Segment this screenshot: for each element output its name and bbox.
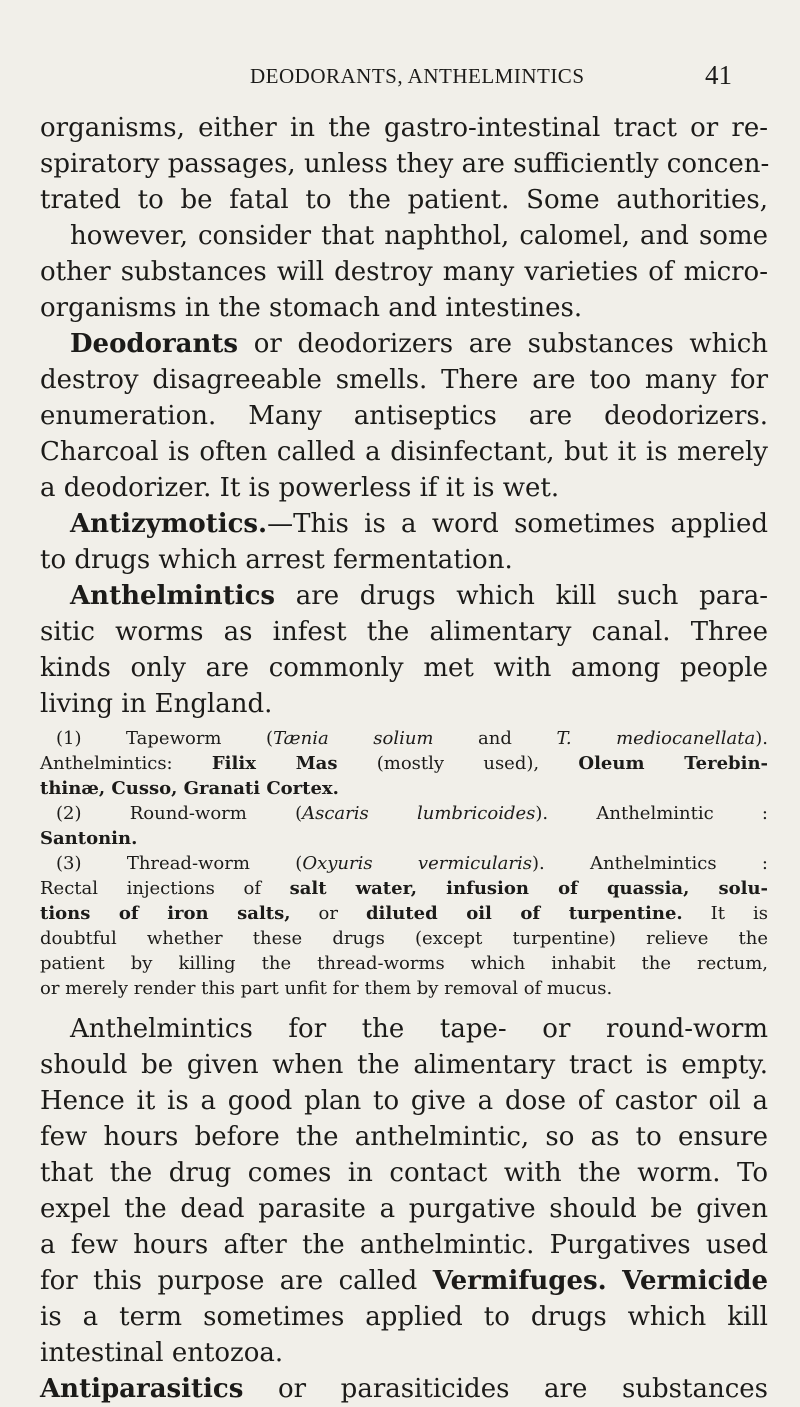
text-line: few hours before the anthelmintic, so as to ensure [40,1122,768,1152]
paragraph-antizymotics [40,506,768,578]
text-line: sitic worms as infest the alimentary canal. Three [40,617,768,647]
drug-name: salt water, infusion of quassia, solu- [289,878,768,899]
text-span: Rectal injections of [40,878,290,899]
text-span: ). Anthelmintic : [535,803,768,824]
text-span: or parasiticides are substances [243,1374,768,1404]
page-number: 41 [705,60,732,90]
worm-list [40,726,768,1001]
text-line: living in England. [40,689,273,719]
text-span: (1) Tapeworm ( [56,728,274,749]
text-line: expel the dead parasite a purgative should be given [40,1194,768,1224]
text-line: trated to be fatal to the patient. Some authorities, [40,185,768,215]
text-span: and [433,728,557,749]
running-head: DEODORANTS, ANTHELMINTICS [250,64,585,88]
list-item-tapeworm [40,726,768,751]
drug-name: tions of iron salts, [40,903,291,924]
text-span: (mostly used), [337,753,579,774]
text-span: or deodorizers are substances which [238,329,768,359]
term-vermicide: Vermicide [622,1266,769,1296]
text-span: (3) Thread-worm ( [56,853,303,874]
text-line [40,901,768,926]
text-line: organisms in the stomach and intestines. [40,293,583,323]
text-span: —This is a word sometimes applied [267,509,768,539]
text-line: destroy disagreeable smells. There are too many for [40,365,768,395]
term-anthelmintics: Anthelmintics [70,581,276,611]
text-span: (2) Round-worm ( [56,803,303,824]
page-header [0,62,800,102]
drug-name: Santonin. [40,828,138,849]
paragraph-deodorants [40,326,768,506]
paragraph-dosing [40,1011,768,1371]
latin-name: Ascaris lumbricoides [302,803,536,824]
text-line: or merely render this part unfit for them by removal of mucus. [40,978,613,999]
text-span: for this purpose are called [40,1266,433,1296]
text-line: to drugs which arrest fermentation. [40,545,513,575]
text-line [40,1263,768,1299]
text-line: kinds only are commonly met with among people [40,653,768,683]
text-span: ). [755,728,768,749]
latin-name: Oxyuris vermicularis [302,853,532,874]
body-text [40,110,768,1407]
term-antiparasitics: Antiparasitics [40,1374,244,1404]
drug-name: diluted oil of turpentine. [365,903,683,924]
text-line: that the drug comes in contact with the worm. To [40,1158,768,1188]
text-line: other substances will destroy many varieties of micro- [40,257,768,287]
drug-name: Oleum Terebin- [578,753,769,774]
latin-name: Tænia solium [273,728,434,749]
text-line [40,876,768,901]
text-line [40,751,768,776]
text-line: patient by killing the thread-worms which inhabit the rectum, [40,953,768,974]
text-line: spiratory passages, unless they are sufficiently concen- [40,149,770,179]
text-line: Charcoal is often called a disinfectant, but it is merely [40,437,768,467]
text-line [40,326,768,362]
spacer [40,1001,768,1011]
text-line: Anthelmintics for the tape- or round-worm [70,1014,768,1044]
text-span: Anthelmintics: [40,753,212,774]
text-line: a few hours after the anthelmintic. Purgatives used [40,1230,768,1260]
text-line: is a term sometimes applied to drugs which kill [40,1302,768,1332]
text-line: intestinal entozoa. [40,1338,284,1368]
text-span: It is [682,903,768,924]
text-span: ). Anthelmintics : [531,853,768,874]
term-antizymotics: Antizymotics. [70,509,268,539]
text-line: doubtful whether these drugs (except turpentine) relieve the [40,928,768,949]
text-line: Hence it is a good plan to give a dose of castor oil a [40,1086,768,1116]
drug-name: Filix Mas [211,753,338,774]
paragraph-antiparasitics [40,1371,768,1407]
text-line [40,826,768,851]
text-span: are drugs which kill such para- [275,581,768,611]
list-item-thread-worm [40,851,768,876]
text-line [40,578,768,614]
paragraph-microorganisms [40,110,768,326]
text-line [40,1371,768,1407]
text-line [40,506,768,542]
text-line: enumeration. Many antiseptics are deodorizers. [40,401,768,431]
drug-name: thinæ, Cusso, Granati Cortex. [40,778,339,799]
latin-name: T. mediocanellata [556,728,756,749]
text-span: or [290,903,366,924]
text-span [607,1266,622,1296]
term-vermifuges: Vermifuges. [432,1266,607,1296]
paragraph-anthelmintics [40,578,768,722]
list-item-round-worm [40,801,768,826]
text-line: a deodorizer. It is powerless if it is wet. [40,473,560,503]
text-line: however, consider that naphthol, calomel, and some [70,221,768,251]
text-line [40,776,768,801]
text-line: organisms, either in the gastro-intestinal tract or re- [40,113,768,143]
text-line: should be given when the alimentary tract is empty. [40,1050,768,1080]
term-deodorants: Deodorants [70,329,239,359]
